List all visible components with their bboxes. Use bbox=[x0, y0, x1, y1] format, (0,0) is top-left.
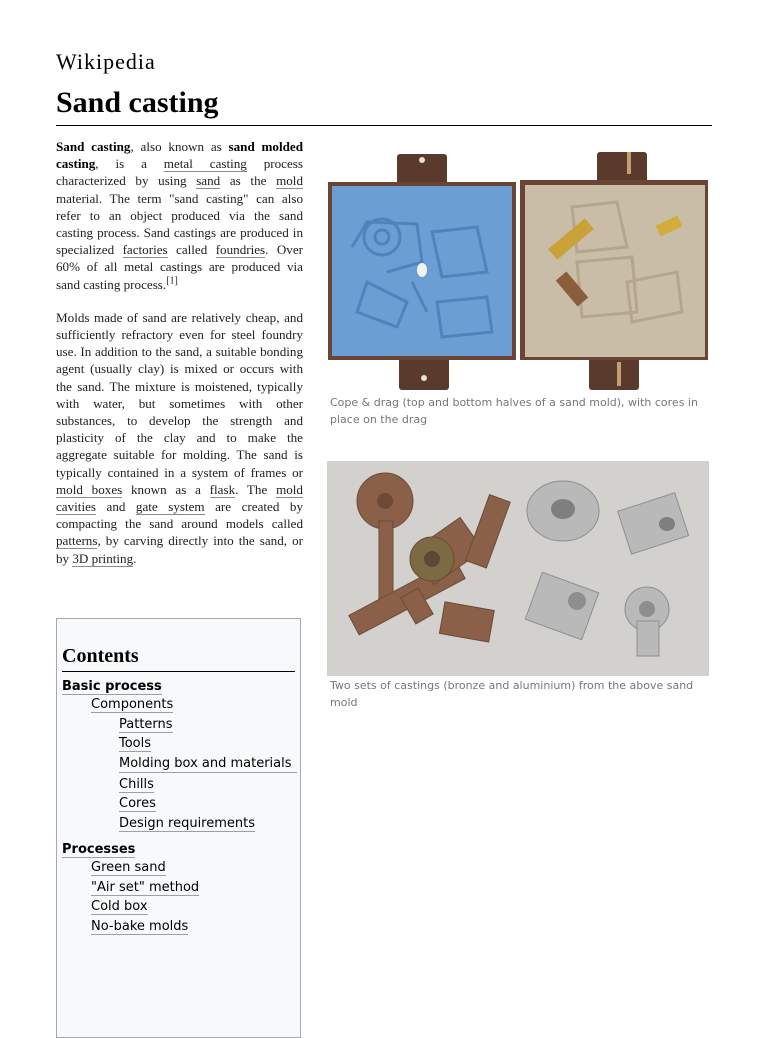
article-link[interactable]: mold bbox=[276, 173, 303, 189]
toc-item-label: Green sand bbox=[91, 860, 166, 875]
toc-item[interactable] bbox=[62, 734, 295, 754]
article-link[interactable]: mold cavities bbox=[56, 481, 303, 515]
toc-item-label: Components bbox=[91, 697, 174, 712]
toc-title: Contents bbox=[62, 645, 295, 672]
bold-term: Sand casting bbox=[56, 139, 131, 154]
toc-item-label: Basic process bbox=[62, 679, 162, 694]
body-text: , also known as bbox=[130, 139, 229, 154]
toc-item[interactable] bbox=[62, 678, 295, 695]
article-link[interactable]: sand bbox=[196, 173, 221, 189]
article-body bbox=[56, 138, 303, 583]
wordmark-text: Wikipedia bbox=[56, 49, 156, 74]
cope-and-drag-image[interactable] bbox=[327, 152, 709, 390]
toc-item[interactable] bbox=[62, 814, 295, 834]
body-text: called bbox=[167, 242, 216, 258]
toc-item-label: Tools bbox=[119, 736, 152, 751]
citation-link[interactable]: [1] bbox=[166, 275, 178, 287]
toc-item-label: Processes bbox=[62, 842, 136, 857]
toc-item-label: Molding box and materials bbox=[119, 756, 297, 773]
toc-item[interactable] bbox=[62, 841, 295, 858]
toc-item-label: Chills bbox=[119, 776, 154, 792]
figure1-caption: Cope & drag (top and bottom halves of a sand mold), with cores in place on the drag bbox=[330, 396, 698, 426]
page-title: Sand casting bbox=[56, 86, 219, 119]
toc-item-label: No-bake molds bbox=[91, 918, 189, 934]
article-link[interactable]: 3D printing bbox=[72, 550, 134, 566]
toc-item-label: "Air set" method bbox=[91, 879, 200, 895]
toc-item[interactable] bbox=[62, 715, 295, 735]
second-paragraph bbox=[56, 309, 303, 567]
article-link[interactable]: patterns bbox=[56, 533, 98, 549]
article-link[interactable]: factories bbox=[122, 242, 168, 258]
toc-item[interactable] bbox=[62, 878, 295, 898]
toc-item-label: Cores bbox=[119, 796, 156, 811]
article-link[interactable]: gate system bbox=[135, 499, 205, 515]
body-text: Molds made of sand are relatively cheap, and sufficiently refractory even for steel foundry use. In addition to the sand, a suitable bonding agent (usually clay) is mixed or occurs with the sand. The mixture is moistened, typically with water, but sometimes with other substances, to develop the strength and plasticity of the clay and to make the aggregate suitable for molding. The sand is typically contained in a system of frames or bbox=[56, 309, 303, 480]
figure2-caption: Two sets of castings (bronze and aluminium) from the above sand mold bbox=[330, 679, 694, 709]
article-link[interactable]: metal casting bbox=[163, 156, 247, 172]
body-text: material. The term "sand casting" can also refer to an object produced via the sand casting process. Sand castings are produced in specialized bbox=[56, 190, 303, 258]
body-text: are created by compacting the sand around models called bbox=[56, 499, 303, 532]
body-text: , is a bbox=[95, 156, 164, 172]
article-link[interactable]: foundries bbox=[215, 242, 266, 258]
table-of-contents bbox=[56, 618, 301, 1038]
article-link[interactable]: flask bbox=[209, 481, 236, 497]
castings-image[interactable] bbox=[327, 461, 709, 676]
toc-item[interactable] bbox=[62, 897, 295, 917]
toc-item[interactable] bbox=[62, 695, 295, 715]
toc-item[interactable] bbox=[62, 775, 295, 795]
body-text: as the bbox=[220, 173, 277, 189]
body-text: and bbox=[96, 499, 136, 515]
toc-item[interactable] bbox=[62, 754, 295, 775]
toc-item-label: Cold box bbox=[91, 899, 148, 914]
toc-item-label: Patterns bbox=[119, 716, 173, 732]
title-divider bbox=[56, 125, 712, 126]
toc-item[interactable] bbox=[62, 917, 295, 937]
toc-item[interactable] bbox=[62, 858, 295, 878]
wikipedia-wordmark[interactable] bbox=[56, 49, 156, 75]
article-link[interactable]: mold boxes bbox=[56, 481, 123, 497]
toc-list bbox=[62, 678, 295, 936]
bold-term: sand molded casting bbox=[56, 139, 303, 172]
body-text: . The bbox=[235, 481, 277, 497]
toc-item-label: Design requirements bbox=[119, 815, 256, 831]
body-text: process characterized by using bbox=[56, 156, 304, 189]
body-text: known as a bbox=[122, 481, 210, 497]
intro-paragraph bbox=[56, 138, 303, 293]
body-text: , by carving directly into the sand, or by bbox=[56, 533, 303, 566]
body-text: . Over 60% of all metal castings are produced via sand casting process. bbox=[56, 242, 303, 292]
toc-item[interactable] bbox=[62, 794, 295, 814]
body-text: . bbox=[133, 550, 137, 566]
